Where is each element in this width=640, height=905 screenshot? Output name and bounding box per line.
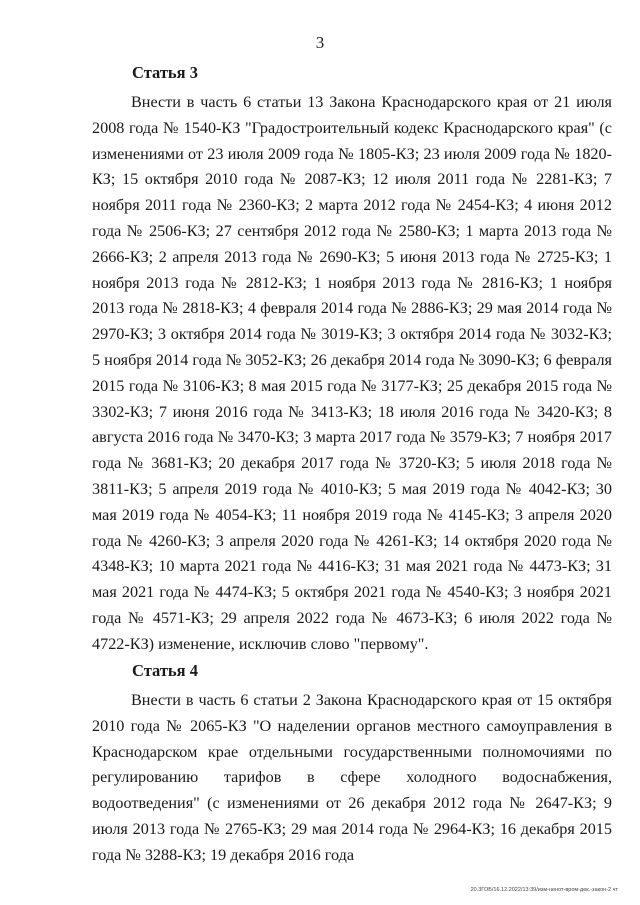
page-number: 3 <box>315 33 325 52</box>
article-4-text: Внести в часть 6 статьи 2 Закона Краснодарского края от 15 октября 2010 года № 2065-КЗ "О наделении органов местного самоуправления в Краснодарском крае отдельными государственными полномочиями по регулированию тарифов в сфере холодного водоснабжения, водоотведения" (с изменениями от 26 декабря 2012 года № 2647-КЗ; 9 июля 2013 года № 2765-КЗ; 29 мая 2014 года № 2964-КЗ; 16 декабря 2015 года № 3288-КЗ; 19 декабря 2016 года <box>92 691 612 864</box>
article-3-title: Статья 3 <box>132 63 198 82</box>
document-footer: 20.3ГОБ/16.12.2022/13:39/изм-ненот-вром-дек.-закон-2 чт <box>470 887 618 893</box>
article-3-text: Внести в часть 6 статьи 13 Закона Краснодарского края от 21 июля 2008 года № 1540-КЗ "Градостроительный кодекс Краснодарского края" (с изменениями от 23 июля 2009 года № 1805-КЗ; 23 июля 2009 года № 1820-КЗ; 15 октября 2010 года № 2087-КЗ; 12 июля 2011 года № 2281-КЗ; 7 ноября 2011 года № 2360-КЗ; 2 марта 2012 года № 2454-КЗ; 4 июня 2012 года № 2506-КЗ; 27 сентября 2012 года № 2580-КЗ; 1 марта 2013 года № 2666-КЗ; 2 апреля 2013 года № 2690-КЗ; 5 июня 2013 года № 2725-КЗ; 1 ноября 2013 года № 2812-КЗ; 1 ноября 2013 года № 2816-КЗ; 1 ноября 2013 года № 2818-КЗ; 4 февраля 2014 года № 2886-КЗ; 29 мая 2014 года № 2970-КЗ; 3 октября 2014 года № 3019-КЗ; 3 октября 2014 года № 3032-КЗ; 5 ноября 2014 года № 3052-КЗ; 26 декабря 2014 года № 3090-КЗ; 6 февраля 2015 года № 3106-КЗ; 8 мая 2015 года № 3177-КЗ; 25 декабря 2015 года № 3302-КЗ; 7 июня 2016 года № 3413-КЗ; 18 июля 2016 года № 3420-КЗ; 8 августа 2016 года № 3470-КЗ; 3 марта 2017 года № 3579-КЗ; 7 ноября 2017 года № 3681-КЗ; 20 декабря 2017 года № 3720-КЗ; 5 июля 2018 года № 3811-КЗ; 5 апреля 2019 года № 4010-КЗ; 5 мая 2019 года № 4042-КЗ; 30 мая 2019 года № 4054-КЗ; 11 ноября 2019 года № 4145-КЗ; 3 апреля 2020 года № 4260-КЗ; 3 апреля 2020 года № 4261-КЗ; 14 октября 2020 года № 4348-КЗ; 10 марта 2021 года № 4416-КЗ; 31 мая 2021 года № 4473-КЗ; 31 мая 2021 года № 4474-КЗ; 5 октября 2021 года № 4540-КЗ; 3 ноября 2021 года № 4571-КЗ; 29 апреля 2022 года № 4673-КЗ; 6 июля 2022 года № 4722-КЗ) изменение, исключив слово "первому". <box>92 93 612 653</box>
article-4-title: Статья 4 <box>132 661 198 680</box>
